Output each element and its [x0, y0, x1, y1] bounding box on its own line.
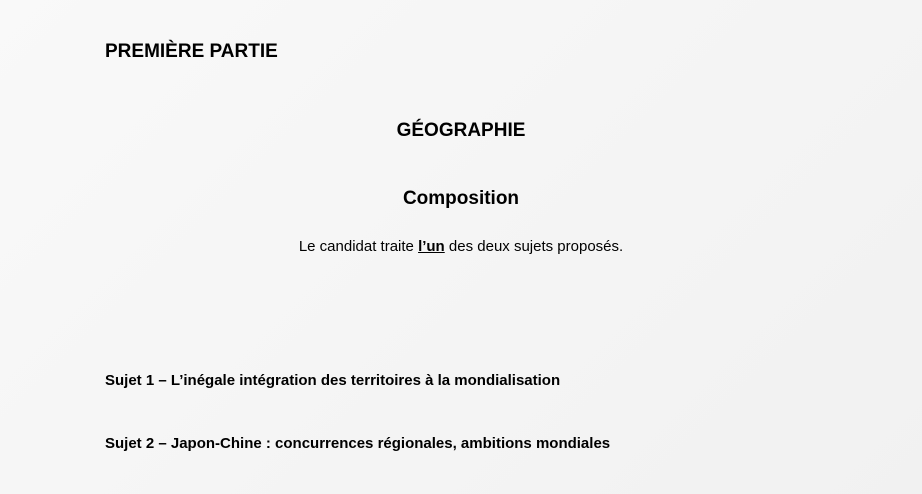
- part-title: PREMIÈRE PARTIE: [105, 41, 278, 62]
- sujet-1: Sujet 1 – L’inégale intégration des territoires à la mondialisation: [105, 372, 561, 389]
- instruction-text: [0, 238, 922, 255]
- instruction-before: Le candidat traite: [298, 238, 419, 255]
- instruction-emphasis: l’un: [418, 238, 445, 255]
- subject-heading: GÉOGRAPHIE: [396, 120, 526, 141]
- exercise-heading: Composition: [402, 188, 520, 209]
- sujet-2: Sujet 2 – Japon-Chine : concurrences régionales, ambitions mondiales: [105, 435, 611, 452]
- instruction-after: des deux sujets proposés.: [444, 238, 624, 255]
